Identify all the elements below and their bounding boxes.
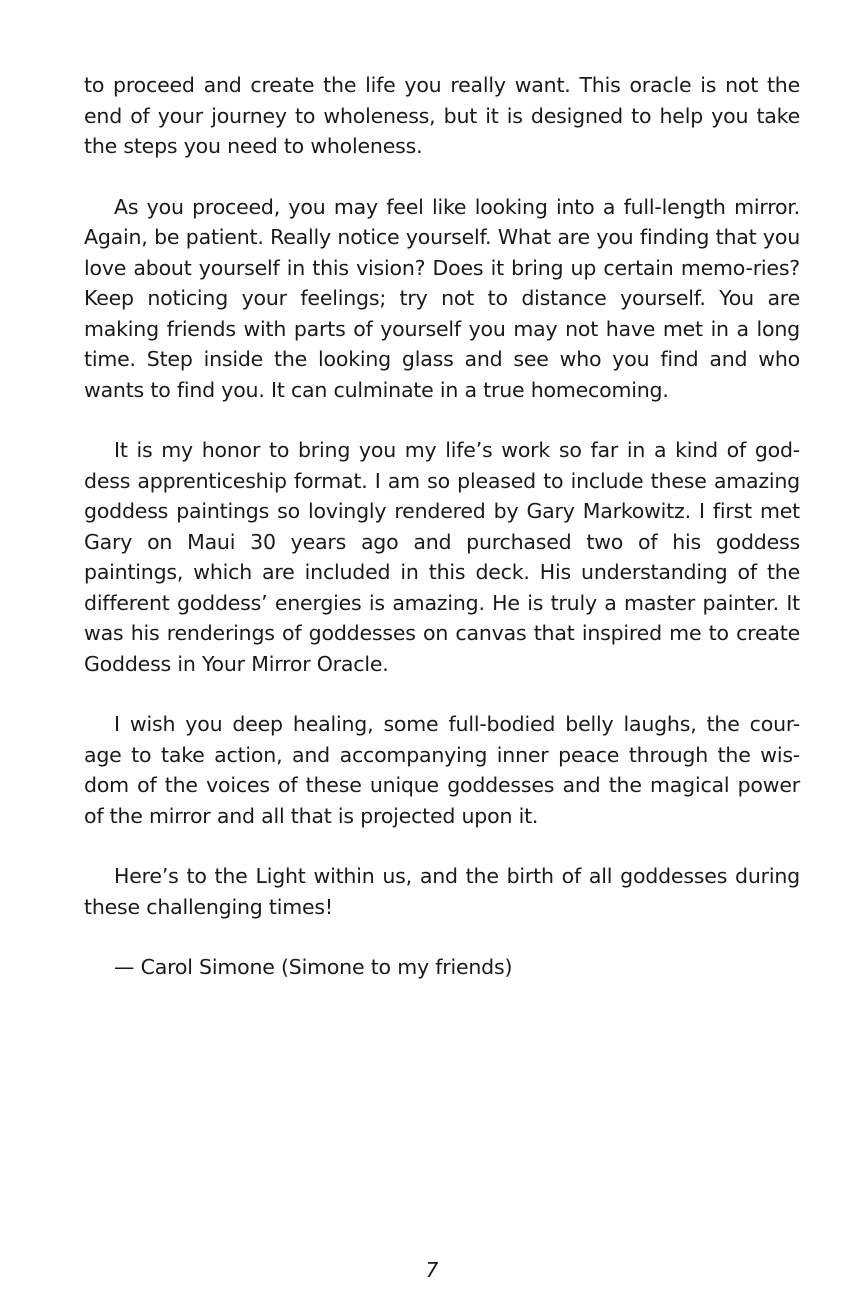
- paragraph-mirror: As you proceed, you may feel like looking into a full-length mirror. Again, be patient. Really notice yourself. What are you finding that you love about yourself in this vision? Does it bring up certain memo-ries? Keep noticing your feelings; try not to distance yourself. You are making friends with parts of yourself you may not have met in a long time. Step inside the looking glass and see who you find and who wants to find you. It can culminate in a true homecoming.: [84, 194, 800, 402]
- paragraph-toast: Here’s to the Light within us, and the birth of all goddesses during these challenging times!: [84, 864, 800, 919]
- page-body: [84, 70, 800, 983]
- paragraph-honor: It is my honor to bring you my life’s work so far in a kind of god-dess apprenticeship format. I am so pleased to include these amazing goddess paintings so lovingly rendered by Gary Markowitz. I first met Gary on Maui 30 years ago and purchased two of his goddess paintings, which are included in this deck. His understanding of the different goddess’ energies is amazing. He is truly a master painter. It was his renderings of goddesses on canvas that inspired me to create Goddess in Your Mirror Oracle.: [84, 438, 800, 676]
- author-signature: — Carol Simone (Simone to my friends): [114, 955, 513, 979]
- page-number: 7: [425, 1258, 439, 1282]
- paragraph-wishes: I wish you deep healing, some full-bodied belly laughs, the cour-age to take action, and accompanying inner peace through the wis-dom of the voices of these unique goddesses and the magical power of the mirror and all that is projected upon it.: [84, 712, 800, 828]
- paragraph-continuation: to proceed and create the life you really want. This oracle is not the end of your journey to wholeness, but it is designed to help you take the steps you need to wholeness.: [84, 73, 800, 158]
